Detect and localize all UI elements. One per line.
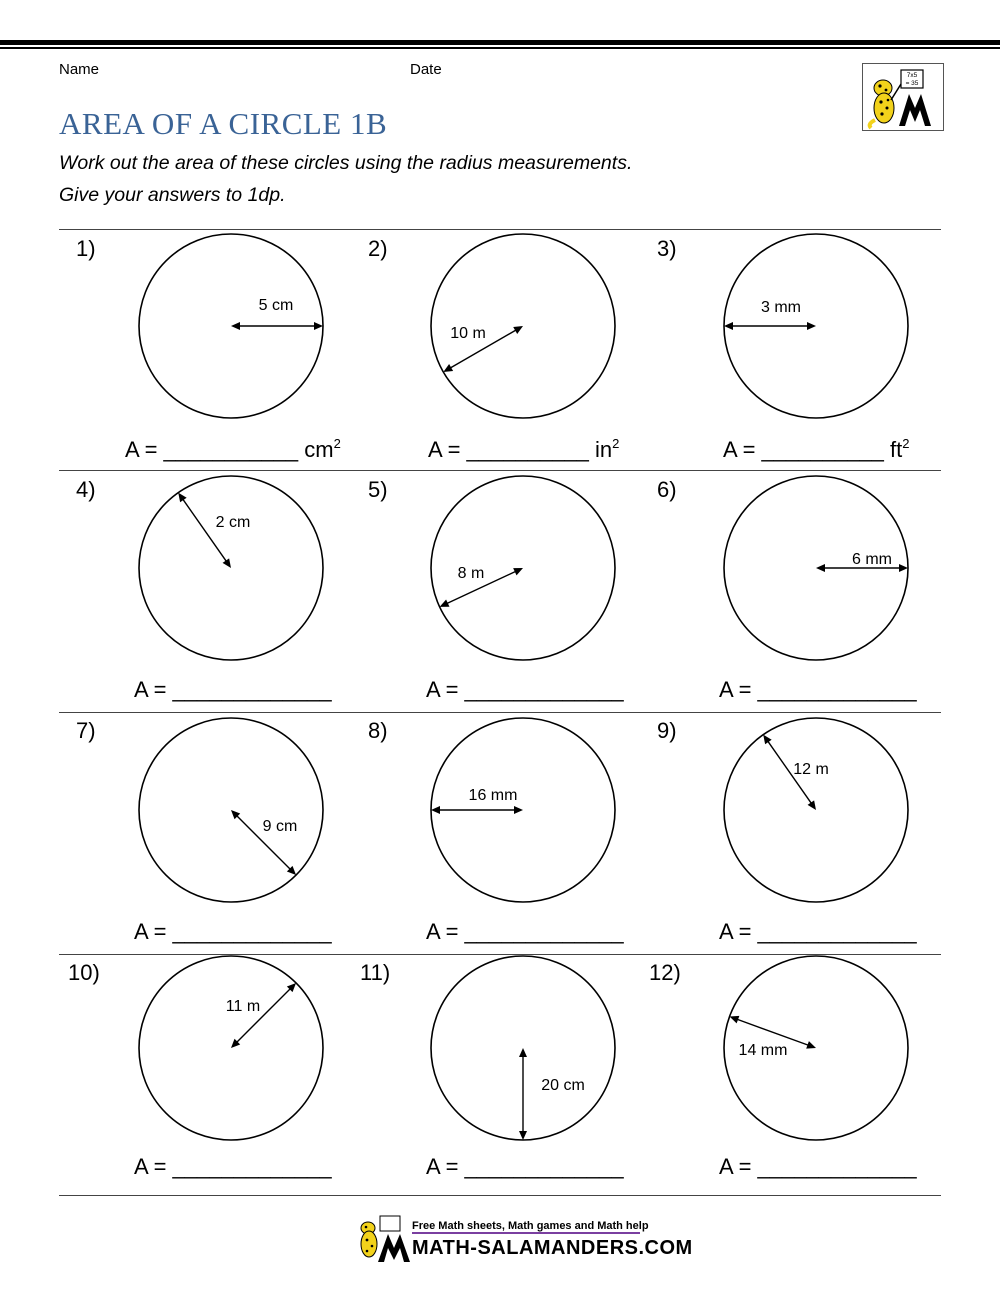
arrow-head-centre — [807, 322, 816, 330]
radius-label: 3 mm — [761, 299, 801, 316]
arrow-head-outer — [178, 493, 186, 503]
salamander-logo — [862, 63, 944, 131]
name-label: Name — [59, 61, 100, 78]
radius-label: 16 mm — [468, 787, 518, 804]
answer-line[interactable] — [426, 677, 624, 703]
answer-blank[interactable]: _____________ — [464, 1154, 624, 1179]
logo-card-bottom: = 35 — [905, 80, 919, 87]
answer-prefix: A = — [134, 919, 173, 944]
answer-line[interactable] — [719, 919, 917, 945]
question-number: 8) — [368, 718, 388, 743]
answer-line[interactable] — [428, 436, 619, 463]
row-divider — [59, 1195, 941, 1196]
footer-salamander-icon — [354, 1210, 693, 1266]
top-rule-thin — [0, 47, 1000, 49]
circle-diagram — [129, 224, 333, 428]
question-number: 9) — [657, 718, 677, 743]
answer-prefix: A = — [134, 1154, 173, 1179]
answer-prefix: A = — [719, 677, 758, 702]
question-number: 3) — [657, 236, 677, 261]
arrow-head-outer — [730, 1016, 740, 1024]
instruction-line-1: Work out the area of these circles using the radius measurements. — [59, 152, 633, 174]
arrow-head-outer — [763, 735, 771, 745]
answer-line[interactable] — [134, 677, 332, 703]
question-number: 12) — [649, 960, 681, 985]
circle-diagram — [421, 466, 625, 670]
question-number: 4) — [76, 477, 96, 502]
answer-line[interactable] — [426, 919, 624, 945]
date-label: Date — [410, 61, 442, 78]
answer-line[interactable] — [134, 1154, 332, 1180]
arrow-head-outer — [443, 364, 453, 372]
arrow-head-outer — [314, 322, 323, 330]
circle-diagram — [129, 946, 333, 1150]
answer-blank[interactable]: ___________ — [163, 437, 299, 462]
question-number: 1) — [76, 236, 96, 261]
arrow-head-centre — [231, 322, 240, 330]
answer-unit: cm — [298, 437, 334, 462]
arrow-head-centre — [514, 806, 523, 814]
arrow-head-centre — [513, 326, 523, 334]
answer-prefix: A = — [134, 677, 173, 702]
question-number: 7) — [76, 718, 96, 743]
question-number: 6) — [657, 477, 677, 502]
answer-blank[interactable]: _____________ — [757, 919, 917, 944]
arrow-head-outer — [431, 806, 440, 814]
footer-site: MATH-SALAMANDERS.COM — [412, 1237, 693, 1259]
arrow-head-centre — [223, 558, 231, 568]
answer-blank[interactable]: _____________ — [172, 919, 332, 944]
arrow-head-outer — [519, 1131, 527, 1140]
answer-line[interactable] — [134, 919, 332, 945]
question-number: 5) — [368, 477, 388, 502]
circle-diagram — [714, 224, 918, 428]
arrow-head-outer — [724, 322, 733, 330]
answer-blank[interactable]: _____________ — [757, 677, 917, 702]
answer-prefix: A = — [719, 919, 758, 944]
radius-label: 14 mm — [738, 1042, 788, 1059]
arrow-head-centre — [808, 800, 816, 810]
radius-label: 2 cm — [215, 514, 251, 531]
radius-label: 20 cm — [541, 1077, 585, 1094]
radius-label: 9 cm — [262, 818, 298, 835]
circle-diagram — [129, 466, 333, 670]
answer-blank[interactable]: _____________ — [464, 677, 624, 702]
footer-logo — [354, 1210, 693, 1266]
instruction-line-2: Give your answers to 1dp. — [59, 184, 286, 206]
radius-label: 8 m — [457, 565, 485, 582]
circle-diagram — [714, 708, 918, 912]
salamander-logo-icon — [863, 64, 943, 130]
circle-diagram — [129, 708, 333, 912]
circle-diagram — [714, 466, 918, 670]
answer-line[interactable] — [719, 677, 917, 703]
arrow-head-centre — [806, 1041, 816, 1049]
question-number: 11) — [360, 960, 391, 985]
answer-blank[interactable]: _____________ — [757, 1154, 917, 1179]
answer-prefix: A = — [723, 437, 762, 462]
radius-line — [237, 989, 291, 1043]
answer-prefix: A = — [426, 1154, 465, 1179]
answer-blank[interactable]: __________ — [466, 437, 589, 462]
radius-label: 6 mm — [852, 551, 892, 568]
unit-exponent: 2 — [612, 436, 620, 451]
arrow-head-centre — [519, 1048, 527, 1057]
radius-label: 12 m — [793, 761, 829, 778]
unit-exponent: 2 — [902, 436, 910, 451]
page-title: AREA OF A CIRCLE 1B — [59, 106, 388, 141]
unit-exponent: 2 — [333, 436, 341, 451]
arrow-head-outer — [899, 564, 908, 572]
answer-unit: ft — [883, 437, 903, 462]
radius-label: 10 m — [450, 325, 486, 342]
top-rule-thick — [0, 40, 1000, 45]
answer-prefix: A = — [428, 437, 467, 462]
answer-unit: in — [588, 437, 613, 462]
radius-label: 11 m — [225, 998, 261, 1015]
arrow-head-centre — [816, 564, 825, 572]
answer-blank[interactable]: _____________ — [172, 1154, 332, 1179]
answer-line[interactable] — [719, 1154, 917, 1180]
answer-blank[interactable]: _____________ — [172, 677, 332, 702]
circle-diagram — [714, 946, 918, 1150]
answer-blank[interactable]: _____________ — [464, 919, 624, 944]
answer-line[interactable] — [426, 1154, 624, 1180]
answer-line[interactable] — [125, 436, 341, 463]
radius-label: 5 cm — [258, 297, 294, 314]
circle-diagram — [421, 224, 625, 428]
answer-prefix: A = — [426, 677, 465, 702]
answer-prefix: A = — [125, 437, 164, 462]
answer-prefix: A = — [719, 1154, 758, 1179]
answer-prefix: A = — [426, 919, 465, 944]
circle-diagram — [421, 946, 625, 1150]
circle-diagram — [421, 708, 625, 912]
logo-card-top: 7x5 — [906, 72, 918, 79]
question-number: 2) — [368, 236, 388, 261]
question-number: 10) — [68, 960, 100, 985]
answer-line[interactable] — [723, 436, 909, 463]
answer-blank[interactable]: __________ — [761, 437, 884, 462]
footer-tagline: Free Math sheets, Math games and Math help — [412, 1220, 649, 1232]
